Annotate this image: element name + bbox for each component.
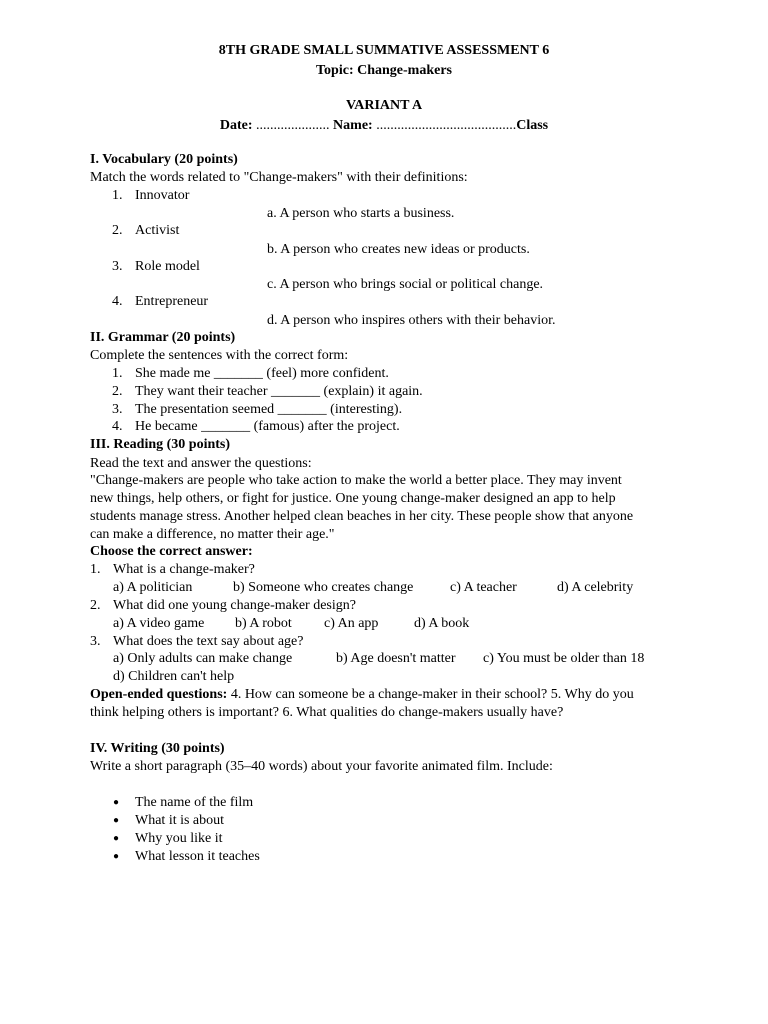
vocab-definition: c. A person who brings social or political change.: [267, 277, 544, 292]
grammar-item: The presentation seemed _______ (interesting).: [135, 402, 403, 417]
answer-option: b) A robot: [235, 616, 292, 631]
answer-option: d) A celebrity: [557, 580, 634, 595]
open-ended-label: Open-ended questions:: [90, 687, 228, 702]
vocab-word: Role model: [135, 259, 200, 274]
answer-option: a) Only adults can make change: [113, 651, 293, 666]
bullet-icon: ●: [113, 797, 120, 808]
answer-option: c) You must be older than 18: [483, 651, 645, 666]
answer-option: c) An app: [324, 616, 379, 631]
vocab-word: Activist: [135, 223, 180, 238]
question-number: 1.: [90, 562, 101, 577]
question-text: What did one young change-maker design?: [113, 598, 356, 613]
bullet-icon: ●: [113, 815, 120, 826]
reading-text-line: students manage stress. Another helped clean beaches in her city. These people show that anyone: [90, 509, 634, 524]
vocab-definition: a. A person who starts a business.: [267, 206, 455, 221]
grammar-heading: II. Grammar (20 points): [90, 330, 236, 345]
reading-text-line: can make a difference, no matter their age.": [90, 527, 335, 542]
vocab-word: Entrepreneur: [135, 294, 209, 309]
answer-option: b) Someone who creates change: [233, 580, 414, 595]
reading-heading: III. Reading (30 points): [90, 437, 231, 452]
writing-bullet-item: What it is about: [135, 813, 225, 828]
answer-option: a) A politician: [113, 580, 193, 595]
student-info-line: [0, 117, 768, 135]
writing-heading: IV. Writing (30 points): [90, 741, 225, 756]
vocab-word-number: 4.: [112, 294, 123, 309]
variant-label: VARIANT A: [345, 98, 423, 113]
bullet-icon: ●: [113, 851, 120, 862]
class-label: Class: [516, 118, 549, 133]
writing-bullet-item: Why you like it: [135, 831, 223, 846]
open-ended-questions-line: think helping others is important? 6. What qualities do change-makers usually have?: [90, 705, 564, 720]
answer-option: c) A teacher: [450, 580, 517, 595]
grammar-item-number: 2.: [112, 384, 123, 399]
grammar-item-number: 4.: [112, 419, 123, 434]
writing-bullet-item: The name of the film: [135, 795, 254, 810]
vocab-word-number: 2.: [112, 223, 123, 238]
reading-text-line: new things, help others, or fight for justice. One young change-maker designed an app to help: [90, 491, 616, 506]
grammar-item: She made me _______ (feel) more confident.: [135, 366, 389, 381]
vocabulary-heading: I. Vocabulary (20 points): [90, 152, 238, 167]
grammar-item: He became _______ (famous) after the project.: [135, 419, 400, 434]
choose-answer-heading: Choose the correct answer:: [90, 544, 253, 559]
writing-instruction: Write a short paragraph (35–40 words) about your favorite animated film. Include:: [90, 759, 553, 774]
question-number: 3.: [90, 634, 101, 649]
answer-option: d) A book: [414, 616, 470, 631]
open-ended-questions-line: [90, 686, 690, 704]
vocab-definition: d. A person who inspires others with their behavior.: [267, 313, 556, 328]
name-field: ........................................: [372, 118, 517, 133]
vocab-word: Innovator: [135, 188, 190, 203]
grammar-instruction: Complete the sentences with the correct form:: [90, 348, 349, 363]
document-title: 8TH GRADE SMALL SUMMATIVE ASSESSMENT 6: [218, 43, 550, 58]
answer-option: b) Age doesn't matter: [336, 651, 456, 666]
answer-option: a) A video game: [113, 616, 205, 631]
question-number: 2.: [90, 598, 101, 613]
question-text: What is a change-maker?: [113, 562, 255, 577]
vocab-word-number: 1.: [112, 188, 123, 203]
vocab-definition: b. A person who creates new ideas or products.: [267, 242, 530, 257]
date-field: .....................: [252, 118, 334, 133]
reading-text-line: "Change-makers are people who take action to make the world a better place. They may invent: [90, 473, 622, 488]
bullet-icon: ●: [113, 833, 120, 844]
date-label: Date:: [219, 118, 253, 133]
answer-option: d) Children can't help: [113, 669, 235, 684]
writing-bullet-item: What lesson it teaches: [135, 849, 260, 864]
vocab-word-number: 3.: [112, 259, 123, 274]
grammar-item-number: 3.: [112, 402, 123, 417]
vocabulary-instruction: Match the words related to "Change-makers" with their definitions:: [90, 170, 468, 185]
name-label: Name:: [333, 118, 373, 133]
document-topic: Topic: Change-makers: [316, 63, 452, 78]
question-text: What does the text say about age?: [113, 634, 304, 649]
grammar-item-number: 1.: [112, 366, 123, 381]
reading-instruction: Read the text and answer the questions:: [90, 456, 312, 471]
grammar-item: They want their teacher _______ (explain) it again.: [135, 384, 423, 399]
open-ended-text: 4. How can someone be a change-maker in their school? 5. Why do you: [227, 687, 634, 702]
